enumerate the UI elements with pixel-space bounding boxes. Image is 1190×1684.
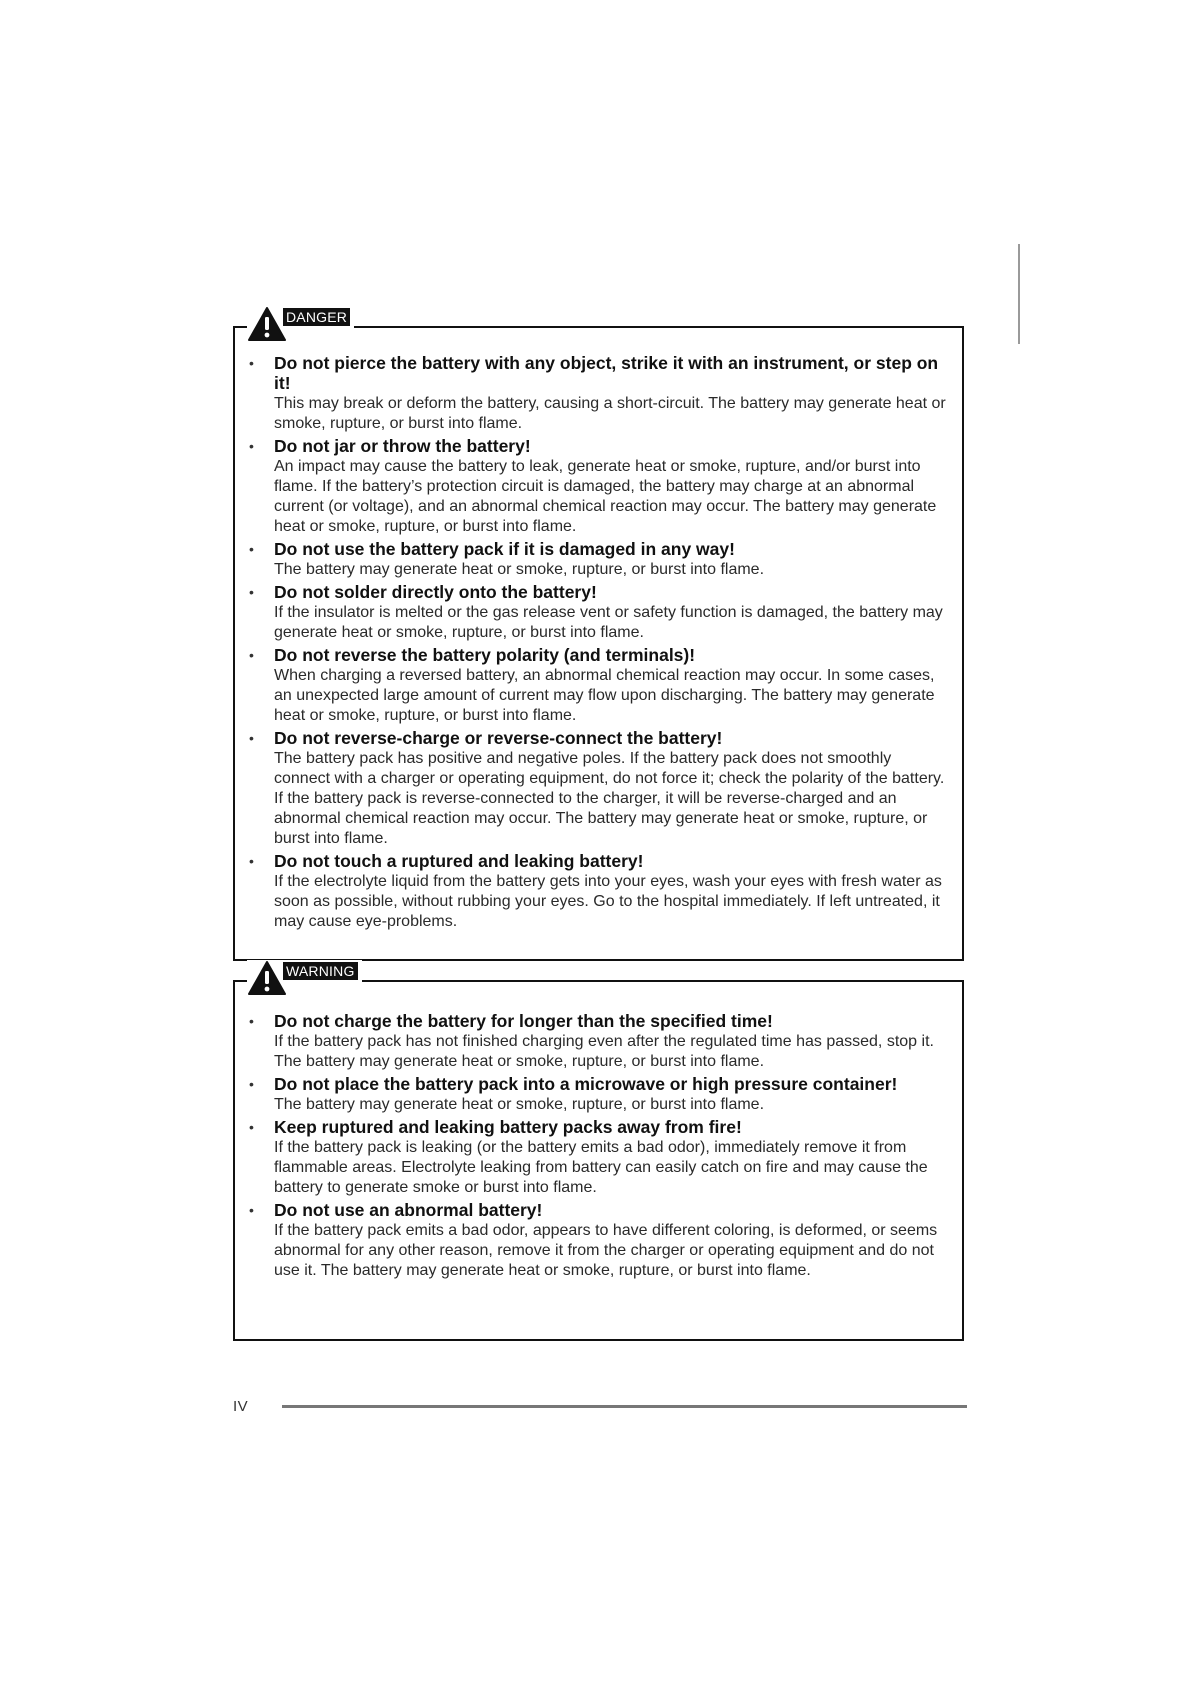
bullet: •	[249, 355, 254, 371]
danger-label: DANGER	[283, 308, 350, 326]
warning-badge	[247, 960, 362, 996]
bullet: •	[249, 1076, 254, 1092]
warning-triangle-icon	[247, 960, 287, 996]
page-number: IV	[233, 1398, 249, 1415]
item-heading: Keep ruptured and leaking battery packs away from fire!	[274, 1117, 742, 1137]
bullet: •	[249, 584, 254, 600]
list-item	[235, 851, 962, 932]
bullet: •	[249, 541, 254, 557]
danger-list	[235, 353, 962, 934]
list-item	[235, 582, 962, 643]
item-body: An impact may cause the battery to leak, generate heat or smoke, rupture, and/or burst into flame. If the battery’s protection circuit is damaged, the battery may charge at an abnormal current (or voltage), and an abnormal chemical reaction may occur. The battery may generate heat or smoke, rupture, or burst into flame.	[274, 458, 937, 535]
bullet: •	[249, 853, 254, 869]
list-item	[235, 353, 962, 434]
danger-badge	[247, 306, 354, 342]
item-heading: Do not solder directly onto the battery!	[274, 582, 597, 602]
list-item	[235, 728, 962, 849]
item-heading: Do not pierce the battery with any object, strike it with an instrument, or step on it!	[274, 353, 939, 393]
warning-box	[233, 963, 964, 1341]
item-body: If the battery pack has not finished charging even after the regulated time has passed, stop it. The battery may generate heat or smoke, rupture, or burst into flame.	[274, 1033, 934, 1070]
bullet: •	[249, 438, 254, 454]
warning-triangle-icon	[247, 306, 287, 342]
item-body: If the electrolyte liquid from the battery gets into your eyes, wash your eyes with fresh water as soon as possible, without rubbing your eyes. Go to the hospital immediately. If left untreated, it may cause eye-problems.	[274, 873, 942, 930]
bullet: •	[249, 1013, 254, 1029]
item-heading: Do not place the battery pack into a microwave or high pressure container!	[274, 1074, 898, 1094]
item-heading: Do not use the battery pack if it is damaged in any way!	[274, 539, 735, 559]
item-body: The battery pack has positive and negative poles. If the battery pack does not smoothly connect with a charger or operating equipment, do not force it; check the polarity of the battery. If the battery pack is reverse-connected to the charger, it will be reverse-charged and an abnormal chemical reaction may occur. The battery may generate heat or smoke, rupture, or burst into flame.	[274, 750, 945, 847]
item-heading: Do not reverse-charge or reverse-connect the battery!	[274, 728, 723, 748]
item-body: When charging a reversed battery, an abnormal chemical reaction may occur. In some cases, an unexpected large amount of current may flow upon discharging. The battery may generate heat or smoke, rupture, or burst into flame.	[274, 667, 935, 724]
item-heading: Do not reverse the battery polarity (and terminals)!	[274, 645, 696, 665]
warning-label: WARNING	[283, 962, 358, 980]
item-heading: Do not touch a ruptured and leaking battery!	[274, 851, 644, 871]
footer-rule	[282, 1405, 967, 1408]
list-item	[235, 1074, 962, 1115]
bullet: •	[249, 647, 254, 663]
bullet: •	[249, 730, 254, 746]
item-heading: Do not jar or throw the battery!	[274, 436, 531, 456]
danger-box	[233, 309, 964, 961]
list-item	[235, 539, 962, 580]
margin-rule	[1018, 244, 1020, 344]
item-body: This may break or deform the battery, causing a short-circuit. The battery may generate heat or smoke, rupture, or burst into flame.	[274, 395, 946, 432]
list-item	[235, 436, 962, 537]
item-heading: Do not use an abnormal battery!	[274, 1200, 543, 1220]
item-body: If the insulator is melted or the gas release vent or safety function is damaged, the battery may generate heat or smoke, rupture, or burst into flame.	[274, 604, 943, 641]
item-body: The battery may generate heat or smoke, rupture, or burst into flame.	[274, 1096, 765, 1113]
item-body: If the battery pack emits a bad odor, appears to have different coloring, is deformed, or seems abnormal for any other reason, remove it from the charger or operating equipment and do not use it. The battery may generate heat or smoke, rupture, or burst into flame.	[274, 1222, 938, 1279]
item-heading: Do not charge the battery for longer than the specified time!	[274, 1011, 773, 1031]
bullet: •	[249, 1119, 254, 1135]
list-item	[235, 1117, 962, 1198]
bullet: •	[249, 1202, 254, 1218]
warning-list	[235, 1011, 962, 1283]
list-item	[235, 645, 962, 726]
list-item	[235, 1200, 962, 1281]
list-item	[235, 1011, 962, 1072]
item-body: If the battery pack is leaking (or the battery emits a bad odor), immediately remove it from flammable areas. Electrolyte leaking from battery can easily catch on fire and may cause the battery to generate smoke or burst into flame.	[274, 1139, 928, 1196]
item-body: The battery may generate heat or smoke, rupture, or burst into flame.	[274, 561, 765, 578]
